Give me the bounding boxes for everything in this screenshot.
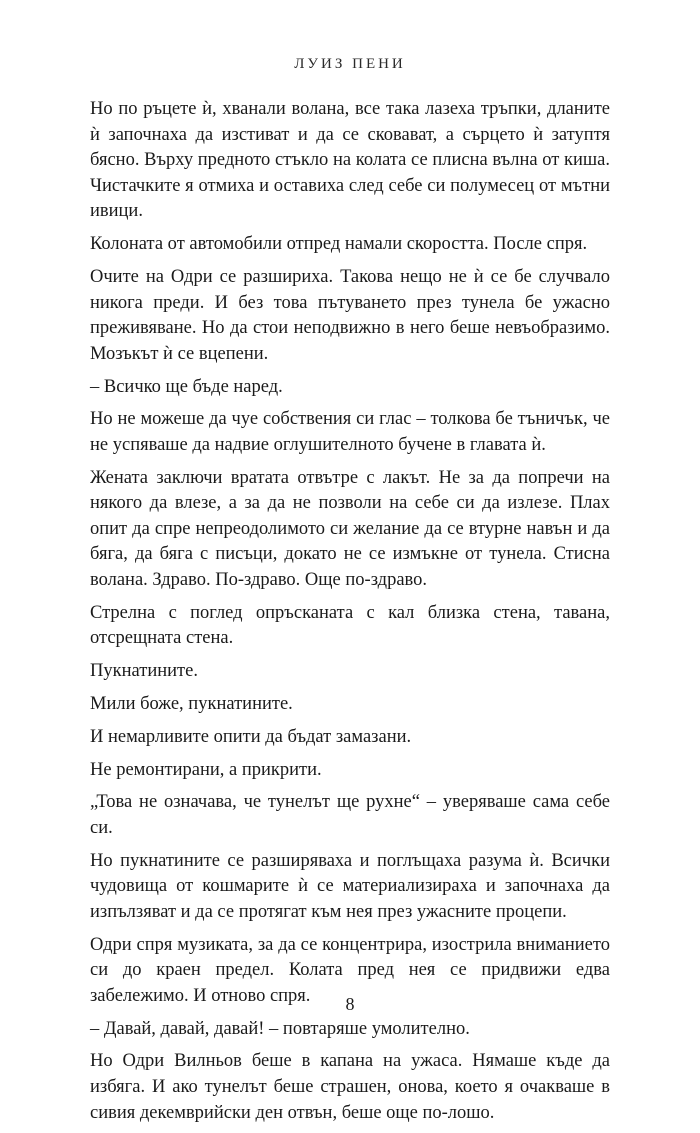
page-number: 8 (345, 994, 355, 1014)
paragraph: Но по ръцете ѝ, хванали волана, все така лазеха тръпки, дланите ѝ започнаха да изстиват и да се сковават, а сърцето ѝ затуптя бясно. Върху предното стъкло на колата се плисна вълна от киша. Чистачките я отмиха и оставиха след себе си полумесец от мътни ивици. (90, 99, 610, 222)
paragraph: Одри спря музиката, за да се концентрира, изострила вниманието си до краен предел. Колата пред нея се придвижи едва забележимо. И отново спря. (90, 934, 610, 1006)
paragraph: Но пукнатините се разширяваха и поглъщаха разума ѝ. Всички чудовища от кошмарите ѝ се материализираха и започнаха да изпълзяват и да се протягат към нея през ужасните процепи. (90, 850, 610, 922)
paragraph: Пукнатините. (90, 661, 198, 682)
paragraph: Мили боже, пукнатините. (90, 693, 293, 714)
paragraph: Но Одри Вилньов беше в капана на ужаса. Нямаше къде да избяга. И ако тунелът беше страшен, онова, което я очакваше в сивия декемврийски ден отвън, беше още по-лошо. (90, 1051, 610, 1123)
body-text (90, 97, 610, 1133)
paragraph: Колоната от автомобили отпред намали скоростта. После спря. (90, 234, 588, 255)
paragraph: Очите на Одри се разшириха. Такова нещо не ѝ се бе случвало никога преди. И без това пътуването през тунела бе ужасно преживяване. Но да стои неподвижно в него беше невъобразимо. Мозъкът ѝ се вцепени. (90, 266, 610, 364)
paragraph: Жената заключи вратата отвътре с лакът. Не за да попречи на някого да влезе, а за да не позволи на себе си да излезе. Плах опит да спре непреодолимото си желание да се втурне навън и да бяга, да бяга с писъци, докато не се измъкне от тунела. Стисна волана. Здраво. По-здраво. Още по-здраво. (90, 467, 610, 591)
paragraph: – Всичко ще бъде наред. (90, 376, 283, 397)
paragraph: Стрелна с поглед опръсканата с кал близка стена, тавана, отсрещната стена. (90, 602, 610, 649)
paragraph: „Това не означава, че тунелът ще рухне“ – уверяваше сама себе си. (90, 792, 610, 838)
paragraph: И немарливите опити да бъдат замазани. (90, 726, 412, 747)
running-head: ЛУИЗ ПЕНИ (294, 56, 406, 72)
paragraph: Но не можеше да чуе собствения си глас – толкова бе тъничък, че не успяваше да надвие оглушителното бучене в главата ѝ. (90, 409, 610, 455)
paragraph: – Давай, давай, давай! – повтаряше умолително. (90, 1018, 470, 1039)
paragraph: Не ремонтирани, а прикрити. (90, 759, 322, 780)
